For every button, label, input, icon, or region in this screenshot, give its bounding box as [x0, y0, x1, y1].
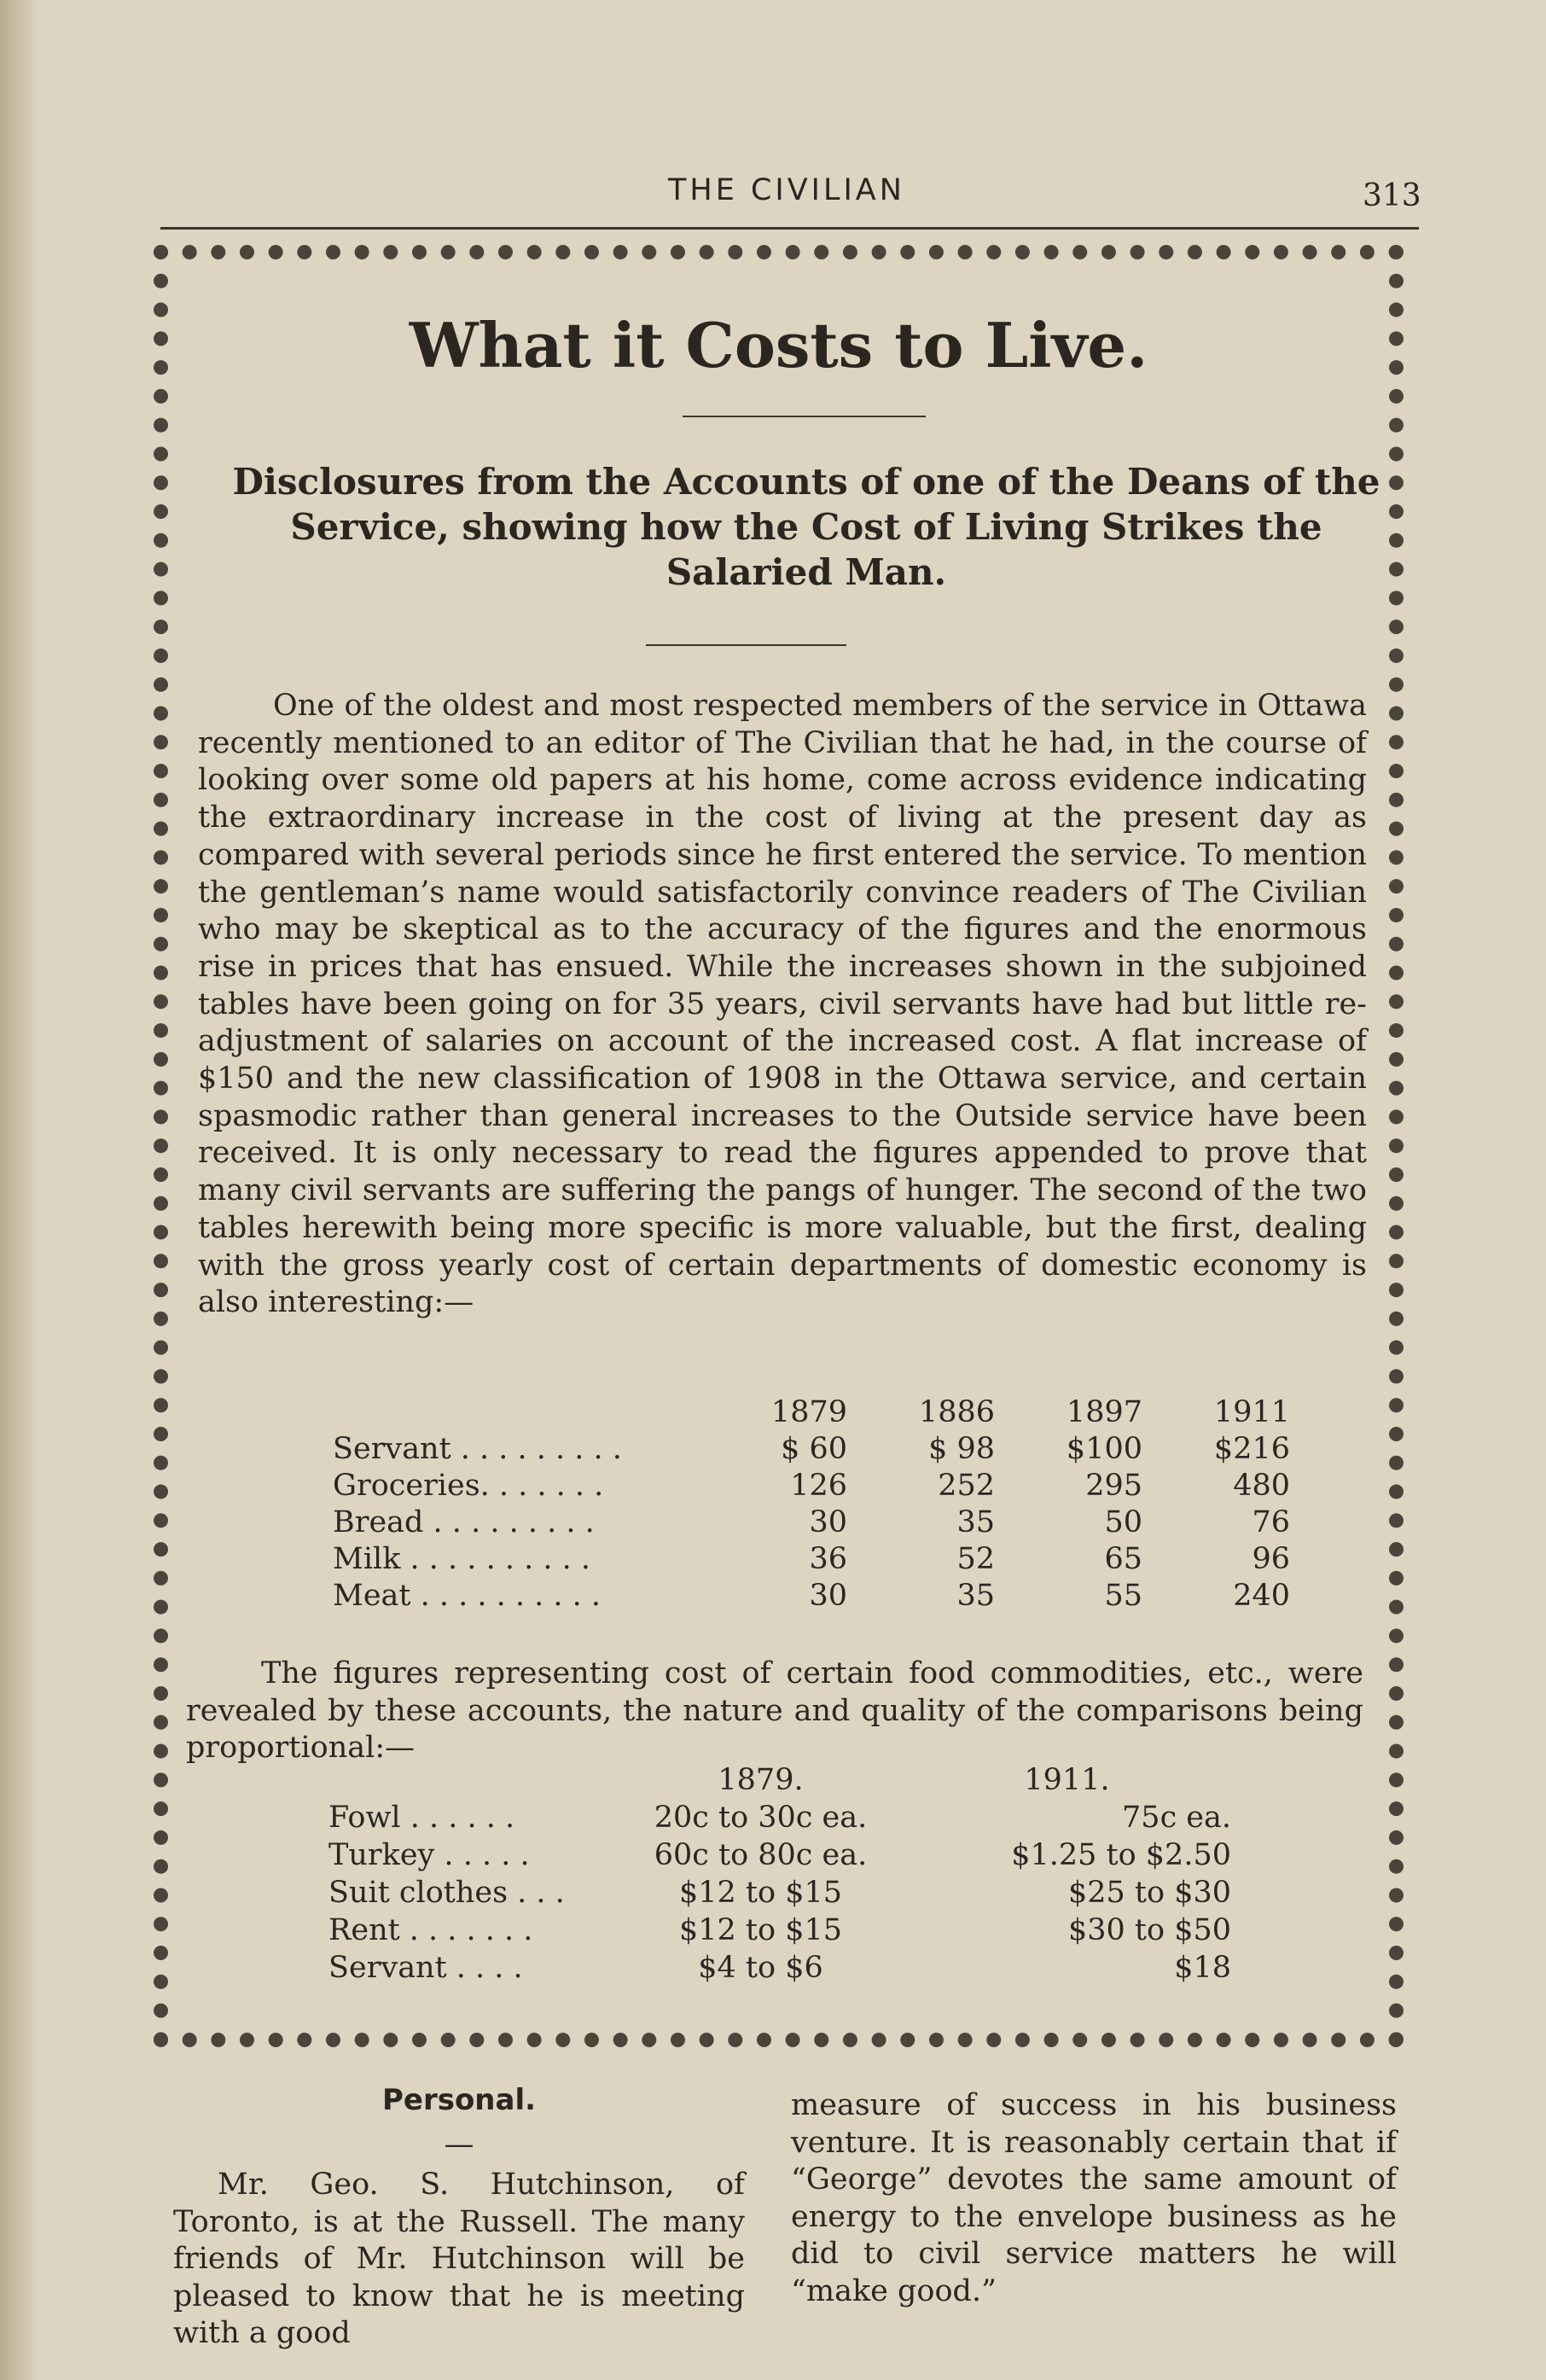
cost-table-yearly	[333, 1394, 1290, 1614]
table-cell: 30	[809, 1504, 847, 1539]
row-label: Fowl . . . . . .	[328, 1801, 515, 1835]
page-number: 313	[1363, 178, 1421, 213]
row-label: Servant . . . .	[328, 1951, 523, 1985]
table-cell: 96	[1252, 1541, 1290, 1576]
table-cell: 20c to 30c ea.	[654, 1801, 868, 1835]
table-cell: $216	[1213, 1431, 1290, 1466]
table-row	[328, 1836, 1231, 1874]
year-header: 1911.	[1024, 1763, 1110, 1797]
year-header: 1879	[770, 1394, 847, 1429]
article-subtitle: Disclosures from the Accounts of one of the Deans of the Service, showing how the Cost of Living Strikes the Salaried Man.	[232, 461, 1380, 593]
table-cell: $ 60	[781, 1431, 847, 1466]
table-cell: 295	[1085, 1468, 1142, 1503]
personal-column-left	[173, 2082, 745, 2353]
header-rule	[160, 227, 1419, 230]
personal-heading: Personal.	[381, 2083, 537, 2117]
cost-table-commodities	[328, 1761, 1231, 1987]
year-header: 1886	[918, 1394, 995, 1429]
row-label: Groceries. . . . . . .	[333, 1468, 604, 1503]
table-row	[328, 1799, 1231, 1836]
title-rule	[683, 416, 926, 417]
table-cell: $12 to $15	[679, 1913, 842, 1947]
table-cell: 35	[956, 1578, 995, 1613]
row-label: Rent . . . . . . .	[328, 1913, 533, 1947]
row-label: Milk . . . . . . . . . .	[333, 1541, 590, 1576]
table-row	[333, 1577, 1290, 1614]
table-cell: 36	[809, 1541, 847, 1576]
year-header: 1911	[1213, 1394, 1290, 1429]
subtitle-rule	[646, 644, 846, 646]
body-paragraph: The figures representing cost of certain food commodities, etc., were revealed by these accounts, the nature and quality of the comparisons being proportional:—	[186, 1656, 1363, 1766]
table-row	[333, 1540, 1290, 1577]
table-cell: 50	[1104, 1504, 1142, 1539]
year-header: 1879.	[718, 1763, 804, 1797]
table-cell: $1.25 to $2.50	[1011, 1838, 1231, 1872]
book-spine-shadow	[0, 0, 39, 2380]
table-row	[328, 1874, 1231, 1912]
table-cell: $ 98	[928, 1431, 995, 1466]
table-cell: 35	[956, 1504, 995, 1539]
table-cell: $4 to $6	[698, 1951, 823, 1985]
running-title: THE CIVILIAN	[668, 173, 905, 207]
table-cell: $25 to $30	[1068, 1876, 1231, 1910]
article-body	[198, 688, 1367, 1322]
table-row	[328, 1912, 1231, 1949]
row-label: Turkey . . . . .	[328, 1838, 530, 1872]
table-cell: $100	[1066, 1431, 1142, 1466]
body-paragraph: One of the oldest and most respected members of the service in Ottawa recently mentioned to an editor of The Civilian that he had, in the course of looking over some old papers at his home, come across evidence indicating the extraordinary increase in the cost of living at the present day as compared with several periods since he first entered the service. To mention the gentleman’s name would satisfactorily convince readers of The Civilian who may be skeptical as to the accuracy of the figures and the enormous rise in prices that has ensued. While the increases shown in the subjoined tables have been going on for 35 years, civil servants have had but little re-adjustment of salaries on account of the increased cost. A flat increase of $150 and the new classification of 1908 in the Ottawa service, and certain spasmodic rather than general increases to the Outside service have been received. It is only necessary to read the figures appended to prove that many civil servants are suffering the pangs of hunger. The second of the two tables herewith being more specific is more valuable, but the first, dealing with the gross yearly cost of certain departments of domestic economy is also interesting:—	[198, 689, 1367, 1320]
table-cell: 240	[1233, 1578, 1290, 1613]
table-cell: 252	[938, 1468, 995, 1503]
table-cell: 55	[1104, 1578, 1142, 1613]
row-label: Bread . . . . . . . . .	[333, 1504, 595, 1539]
table-cell: 76	[1252, 1504, 1290, 1539]
heading-dash: —	[444, 2127, 474, 2162]
table-cell: 126	[790, 1468, 847, 1503]
table-row	[333, 1467, 1290, 1504]
table-cell: 52	[956, 1541, 995, 1576]
article-title: What it Costs to Live.	[409, 309, 1148, 381]
table-cell: $30 to $50	[1068, 1913, 1231, 1947]
table-header-row	[328, 1761, 1231, 1799]
personal-text-right: measure of success in his business venture. It is reasonably certain that if “George” devotes the same amount of energy to the envelope business as he did to civil service matters he will “make good.”	[791, 2088, 1397, 2308]
row-label: Suit clothes . . .	[328, 1876, 565, 1910]
table-cell: 30	[809, 1578, 847, 1613]
row-label: Meat . . . . . . . . . .	[333, 1578, 601, 1613]
table-row	[328, 1949, 1231, 1987]
year-header: 1897	[1066, 1394, 1142, 1429]
row-label: Servant . . . . . . . . .	[333, 1431, 622, 1466]
table-row	[333, 1504, 1290, 1540]
article-body-2	[186, 1656, 1363, 1767]
personal-text-left: Mr. Geo. S. Hutchinson, of Toronto, is at the Russell. The many friends of Mr. Hutchinson will be pleased to know that he is meeting with a good	[173, 2168, 745, 2350]
running-header	[0, 173, 1546, 213]
personal-column-right	[791, 2087, 1397, 2310]
table-row	[333, 1430, 1290, 1467]
table-cell: 75c ea.	[1122, 1801, 1231, 1835]
table-cell: 60c to 80c ea.	[654, 1838, 868, 1872]
table-cell: $18	[1174, 1951, 1231, 1985]
table-cell: 480	[1233, 1468, 1290, 1503]
table-cell: $12 to $15	[679, 1876, 842, 1910]
table-cell: 65	[1104, 1541, 1142, 1576]
table-header-row	[333, 1394, 1290, 1430]
